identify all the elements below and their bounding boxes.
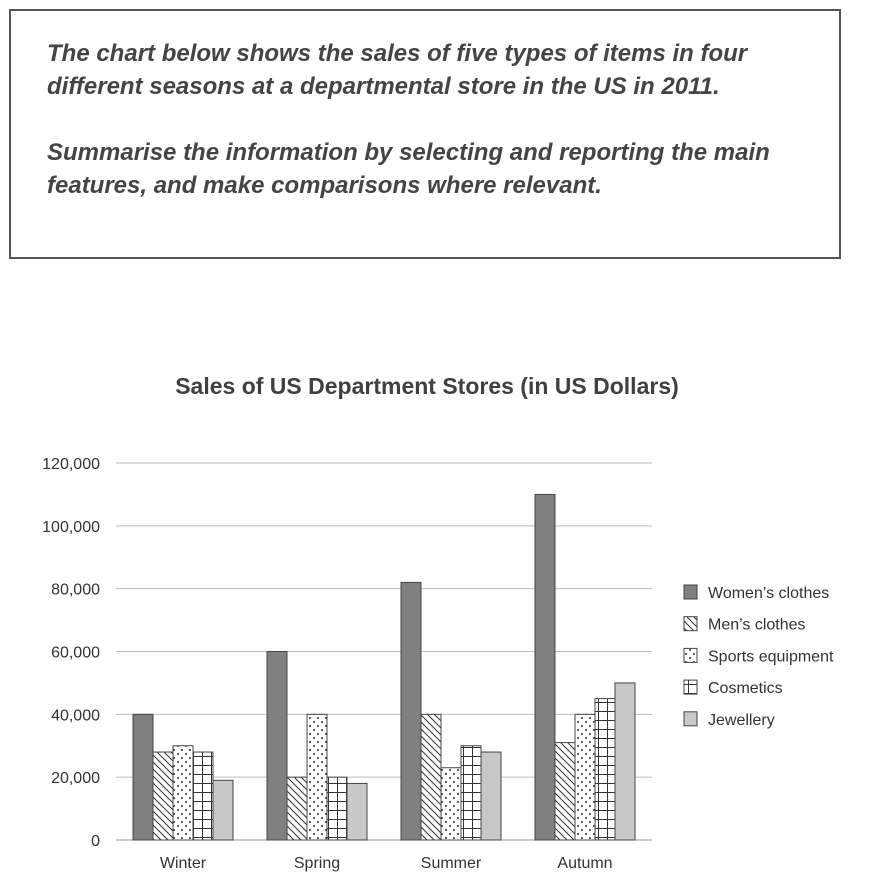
bar	[327, 777, 347, 840]
bar	[575, 714, 595, 840]
bar	[153, 752, 173, 840]
bar	[347, 783, 367, 840]
x-tick-label: Winter	[159, 855, 207, 872]
bar	[173, 746, 193, 840]
y-tick-label: 60,000	[51, 644, 100, 662]
legend-swatch	[684, 648, 697, 662]
legend	[684, 585, 834, 729]
bar	[401, 582, 421, 840]
x-axis-ticks	[160, 855, 613, 872]
prompt-paragraph-2: Summarise the information by selecting and reporting the main features, and make comparisons where relevant.	[47, 139, 770, 199]
bar	[615, 683, 635, 840]
legend-label: Men’s clothes	[708, 616, 806, 634]
y-tick-label: 120,000	[42, 456, 100, 473]
bar	[595, 699, 615, 840]
legend-label: Sports equipment	[708, 648, 834, 666]
y-tick-label: 80,000	[51, 581, 100, 599]
y-axis-ticks	[42, 456, 100, 850]
x-tick-label: Spring	[293, 855, 341, 872]
bar	[213, 780, 233, 840]
bar	[535, 494, 555, 840]
bar	[421, 714, 441, 840]
bar	[307, 714, 327, 840]
bar	[267, 652, 287, 841]
legend-label: Women’s clothes	[708, 585, 830, 602]
bar	[133, 714, 153, 840]
chart-title: Sales of US Department Stores (in US Dollars)	[175, 373, 679, 399]
x-tick-label: Autumn	[557, 855, 613, 872]
legend-label: Jewellery	[708, 711, 775, 729]
y-tick-label: 0	[91, 833, 100, 850]
bar	[193, 752, 213, 840]
bar	[461, 746, 481, 840]
legend-swatch	[684, 617, 697, 631]
legend-label: Cosmetics	[708, 680, 783, 698]
bar	[555, 743, 575, 840]
bar	[287, 777, 307, 840]
y-tick-label: 40,000	[51, 707, 100, 725]
bar	[481, 752, 501, 840]
y-tick-label: 20,000	[51, 770, 100, 788]
y-tick-label: 100,000	[42, 518, 100, 536]
x-tick-label: Summer	[420, 855, 482, 872]
legend-swatch	[684, 585, 697, 599]
legend-swatch	[684, 712, 697, 726]
prompt-paragraph-1: The chart below shows the sales of five types of items in four different seasons at a departmental store in the US in 2011.	[47, 40, 748, 100]
bar	[441, 768, 461, 840]
bars	[133, 494, 635, 840]
legend-swatch	[684, 680, 697, 694]
